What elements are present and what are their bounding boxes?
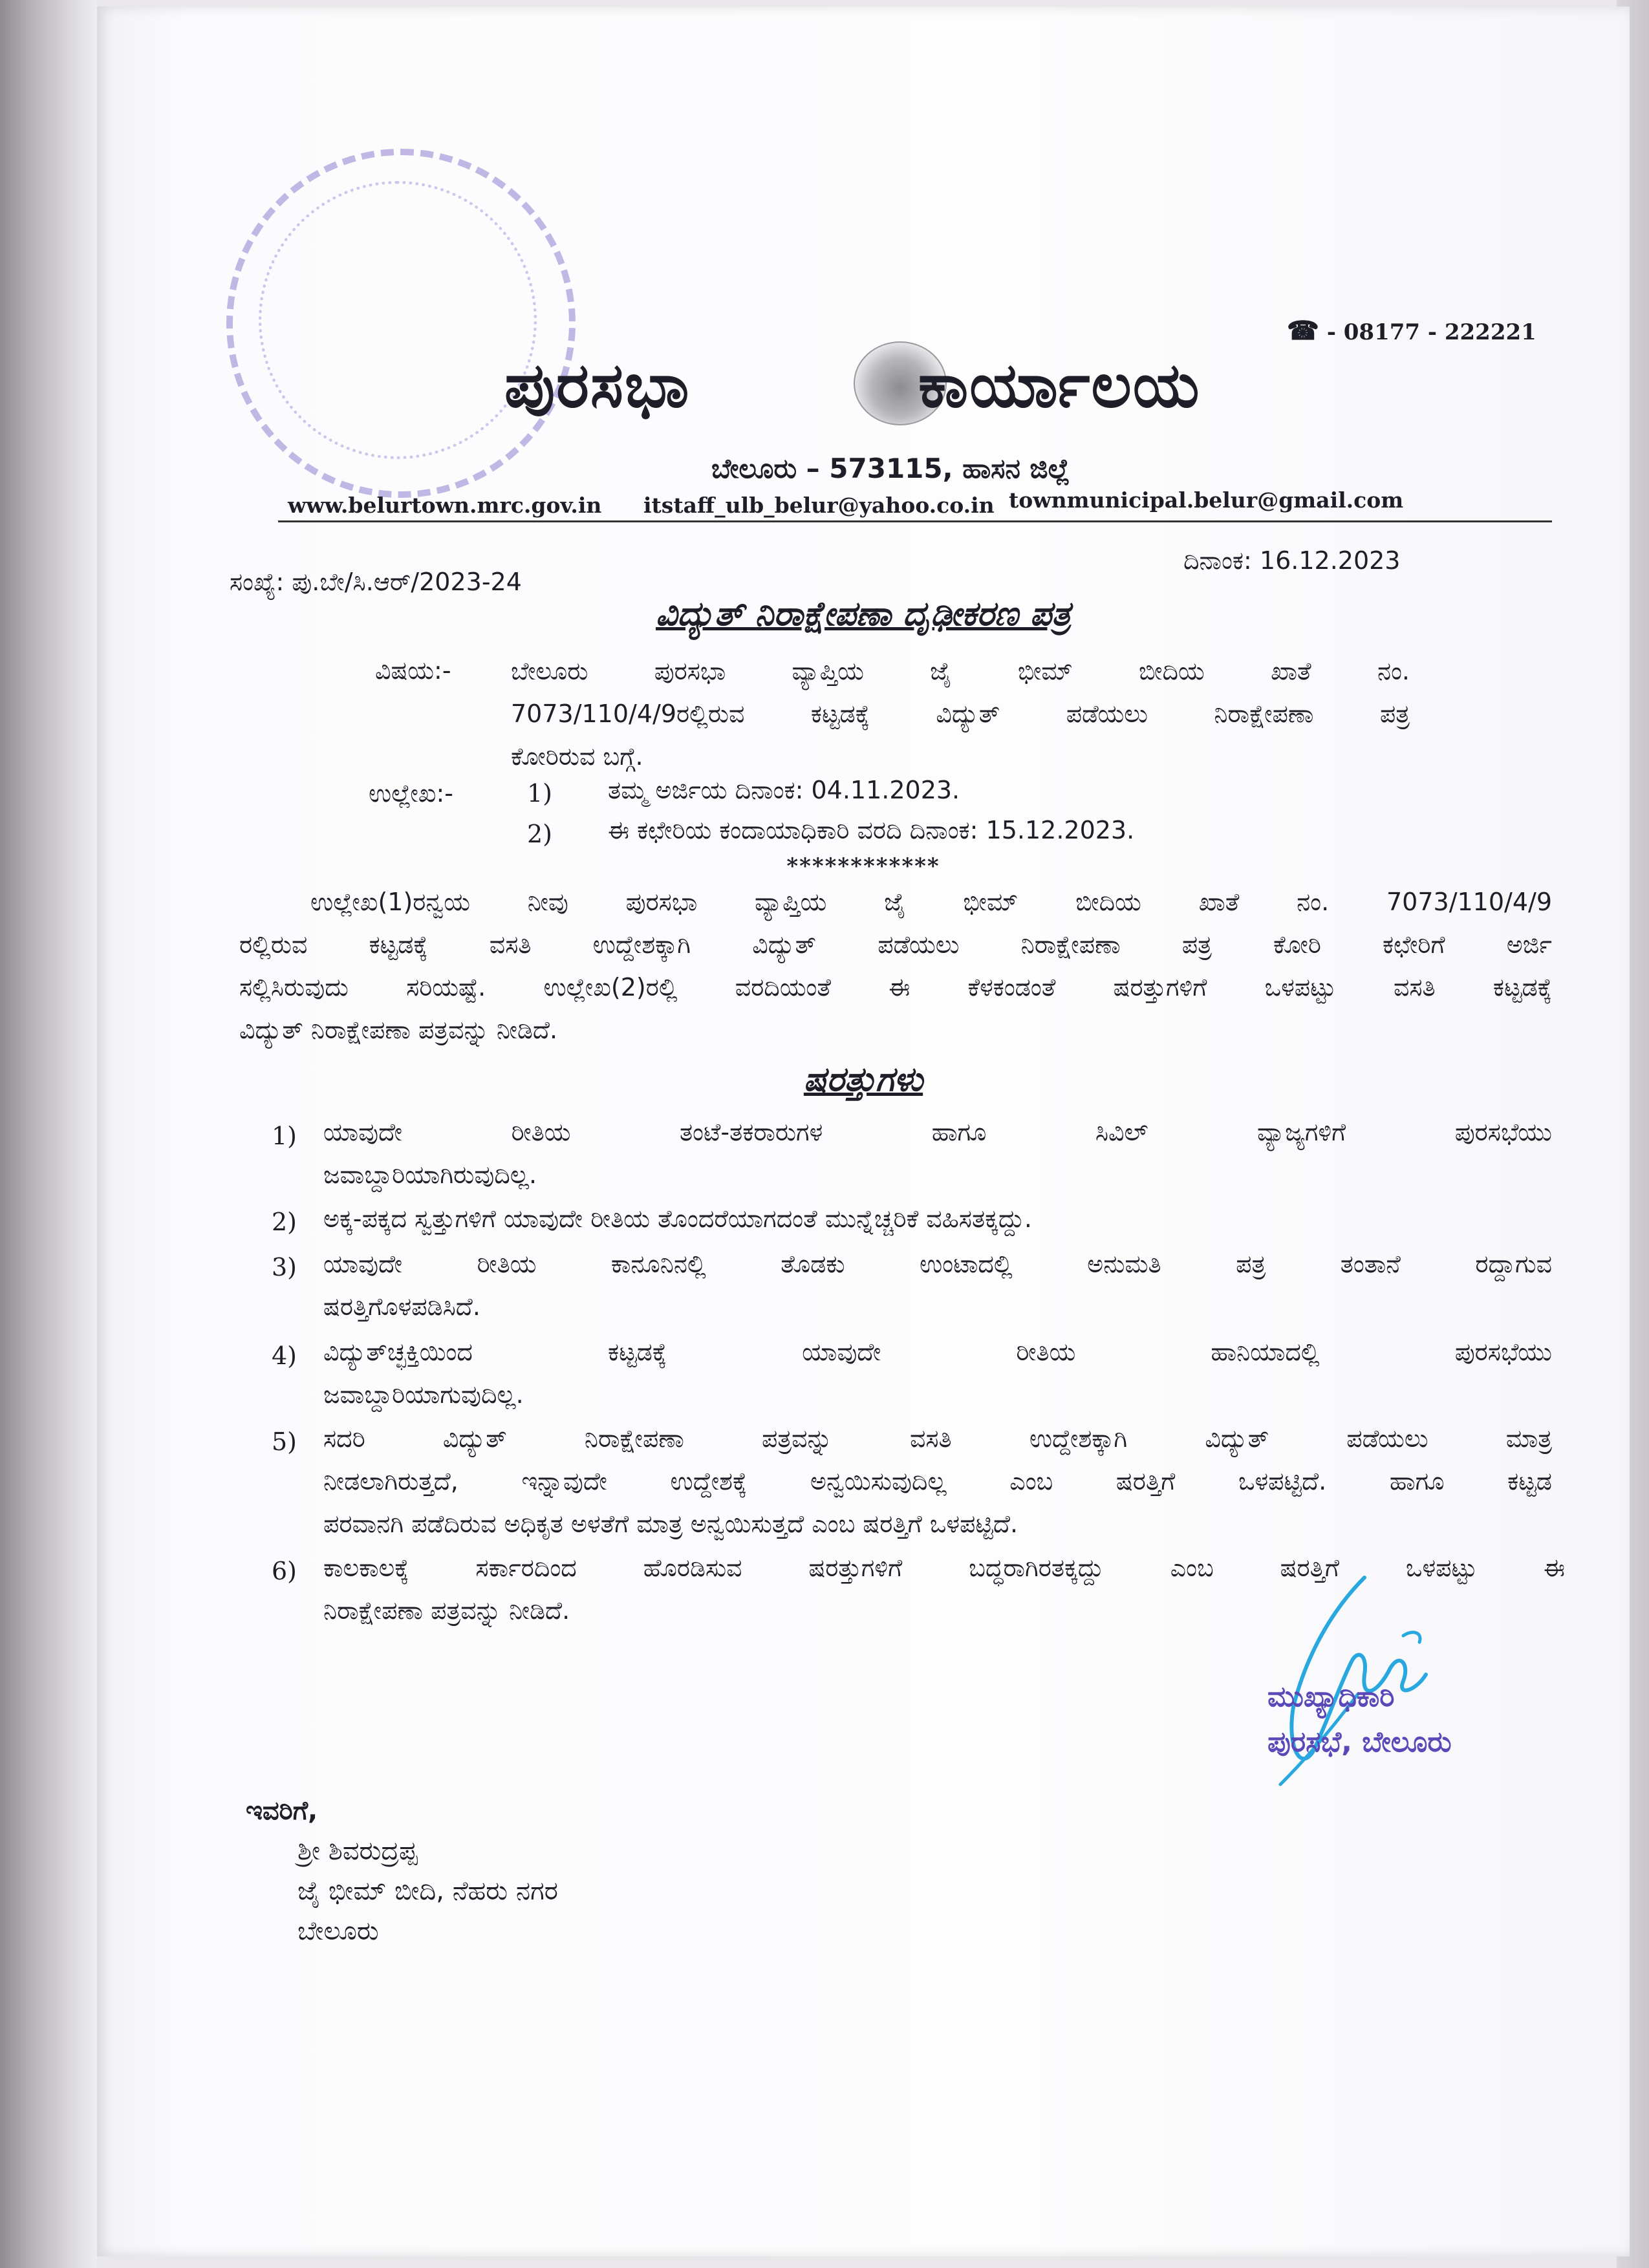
- recipient-address-line: ಜೈ ಭೀಮ್ ಬೀದಿ, ನೆಹರು ನಗರ: [297, 1876, 558, 1906]
- condition-number: 5): [272, 1428, 297, 1456]
- body-line-2: ರಲ್ಲಿರುವ ಕಟ್ಟಡಕ್ಕೆ ವಸತಿ ಉದ್ದೇಶಕ್ಕಾಗಿ ವಿದ್ಯುತ್ ಪಡೆಯಲು ನಿರಾಕ್ಷೇಪಣಾ ಪತ್ರ ಕೋರಿ ಕಛೇರಿಗೆ ಅರ್ಜಿ: [239, 930, 1552, 959]
- office-seal-stamp: [226, 149, 576, 498]
- condition-text: ವಿದ್ಯುತ್‌ಚ್ಛಕ್ತಿಯಿಂದ ಕಟ್ಟಡಕ್ಕೆ ಯಾವುದೇ ರೀತಿಯ ಹಾನಿಯಾದಲ್ಲಿ ಪುರಸಭೆಯು: [323, 1338, 1552, 1366]
- book-binding-shadow: [0, 0, 97, 2268]
- condition-text: ಪರವಾನಗಿ ಪಡೆದಿರುವ ಅಧಿಕೃತ ಅಳತೆಗೆ ಮಾತ್ರ ಅನ್ವಯಿಸುತ್ತದೆ ಎಂಬ ಷರತ್ತಿಗೆ ಒಳಪಟ್ಟಿದೆ.: [323, 1510, 1018, 1538]
- office-title-left: ಪುರಸಭಾ: [504, 349, 691, 422]
- condition-text: ಕಾಲಕಾಲಕ್ಕೆ ಸರ್ಕಾರದಿಂದ ಹೊರಡಿಸುವ ಷರತ್ತುಗಳಿಗೆ ಬದ್ಧರಾಗಿರತಕ್ಕದ್ದು ಎಂಬ ಷರತ್ತಿಗೆ ಒಳಪಟ್ಟು ಈ: [323, 1554, 1565, 1582]
- condition-text: ಯಾವುದೇ ರೀತಿಯ ತಂಟೆ-ತಕರಾರುಗಳ ಹಾಗೂ ಸಿವಿಲ್ ವ್ಯಾಜ್ಯಗಳಿಗೆ ಪುರಸಭೆಯು: [323, 1118, 1552, 1146]
- condition-text: ಷರತ್ತಿಗೊಳಪಡಿಸಿದೆ.: [323, 1292, 480, 1321]
- reference-label: ಉಲ್ಲೇಖ:-: [369, 779, 453, 808]
- body-line-4: ವಿದ್ಯುತ್ ನಿರಾಕ್ಷೇಪಣಾ ಪತ್ರವನ್ನು ನೀಡಿದೆ.: [239, 1016, 558, 1044]
- condition-number: 3): [272, 1253, 297, 1281]
- website-link[interactable]: www.belurtown.mrc.gov.in: [288, 493, 602, 518]
- condition-text: ಜವಾಬ್ದಾರಿಯಾಗುವುದಿಲ್ಲ.: [323, 1380, 524, 1409]
- condition-number: 4): [272, 1342, 297, 1370]
- condition-number: 1): [272, 1122, 297, 1150]
- separator-stars: ************: [786, 853, 940, 879]
- conditions-title: ಷರತ್ತುಗಳು: [803, 1060, 923, 1099]
- header-divider: [278, 520, 1552, 522]
- signatory-office: ಪುರಸಭೆ, ಬೇಲೂರು: [1267, 1726, 1452, 1759]
- document-title: ವಿದ್ಯುತ್ ನಿರಾಕ್ಷೇಪಣಾ ದೃಢೀಕರಣ ಪತ್ರ: [656, 595, 1071, 634]
- body-line-1: ಉಲ್ಲೇಖ(1)ರನ್ವಯ ನೀವು ಪುರಸಭಾ ವ್ಯಾಪ್ತಿಯ ಜೈ ಭೀಮ್ ಬೀದಿಯ ಖಾತೆ ನಂ. 7073/110/4/9: [310, 888, 1552, 916]
- reference-number: ಸಂಖ್ಯೆ: ಪು.ಬೇ/ಸಿ.ಆರ್/2023-24: [230, 568, 522, 596]
- email-link-2[interactable]: townmunicipal.belur@gmail.com: [1009, 487, 1404, 513]
- office-title-right: ಕಾರ್ಯಾಲಯ: [918, 349, 1201, 422]
- subject-line-3: ಕೋರಿರುವ ಬಗ್ಗೆ.: [511, 742, 643, 771]
- recipient-block: [246, 1791, 558, 1951]
- condition-text: ಯಾವುದೇ ರೀತಿಯ ಕಾನೂನಿನಲ್ಲಿ ತೊಡಕು ಉಂಟಾದಲ್ಲಿ ಅನುಮತಿ ಪತ್ರ ತಂತಾನೆ ರದ್ದಾಗುವ: [323, 1250, 1552, 1278]
- telephone-icon: ☎: [1287, 316, 1319, 346]
- reference-item: ತಮ್ಮ ಅರ್ಜಿಯ ದಿನಾಂಕ: 04.11.2023.: [608, 776, 960, 804]
- recipient-salutation: ಇವರಿಗೆ,: [246, 1796, 318, 1826]
- recipient-address-line: ಬೇಲೂರು: [297, 1916, 379, 1946]
- reference-item-number: 2): [527, 820, 553, 848]
- email-link-1[interactable]: itstaff_ulb_belur@yahoo.co.in: [643, 493, 995, 518]
- subject-line-2: 7073/110/4/9ರಲ್ಲಿರುವ ಕಟ್ಟಡಕ್ಕೆ ವಿದ್ಯುತ್ ಪಡೆಯಲು ನಿರಾಕ್ಷೇಪಣಾ ಪತ್ರ: [511, 700, 1410, 728]
- condition-number: 6): [272, 1557, 297, 1585]
- subject-label: ವಿಷಯ:-: [375, 656, 451, 685]
- condition-text: ಸದರಿ ವಿದ್ಯುತ್ ನಿರಾಕ್ಷೇಪಣಾ ಪತ್ರವನ್ನು ವಸತಿ ಉದ್ದೇಶಕ್ಕಾಗಿ ವಿದ್ಯುತ್ ಪಡೆಯಲು ಮಾತ್ರ: [323, 1424, 1552, 1453]
- letter-date: ದಿನಾಂಕ: 16.12.2023: [1183, 546, 1401, 575]
- subject-line-1: ಬೇಲೂರು ಪುರಸಭಾ ವ್ಯಾಪ್ತಿಯ ಜೈ ಭೀಮ್ ಬೀದಿಯ ಖಾತೆ ನಂ.: [511, 657, 1410, 685]
- condition-text: ನಿರಾಕ್ಷೇಪಣಾ ಪತ್ರವನ್ನು ನೀಡಿದೆ.: [323, 1596, 570, 1625]
- letter-page: [97, 6, 1630, 2256]
- body-line-3: ಸಲ್ಲಿಸಿರುವುದು ಸರಿಯಷ್ಟೆ. ಉಲ್ಲೇಖ(2)ರಲ್ಲಿ ವರದಿಯಂತೆ ಈ ಕೆಳಕಂಡಂತೆ ಷರತ್ತುಗಳಿಗೆ ಒಳಪಟ್ಟು ವಸತಿ ಕಟ್ಟಡಕ್ಕೆ: [239, 973, 1552, 1001]
- reference-item-number: 1): [527, 779, 553, 808]
- reference-item: ಈ ಕಛೇರಿಯ ಕಂದಾಯಾಧಿಕಾರಿ ವರದಿ ದಿನಾಂಕ: 15.12.2023.: [608, 816, 1135, 844]
- condition-text: ಅಕ್ಕ-ಪಕ್ಕದ ಸ್ವತ್ತುಗಳಿಗೆ ಯಾವುದೇ ರೀತಿಯ ತೊಂದರೆಯಾಗದಂತೆ ಮುನ್ನೆಚ್ಚರಿಕೆ ವಹಿಸತಕ್ಕದ್ದು.: [323, 1204, 1032, 1233]
- condition-number: 2): [272, 1208, 297, 1236]
- signatory-designation: ಮುಖ್ಯಾಧಿಕಾರಿ: [1267, 1680, 1395, 1713]
- recipient-name: ಶ್ರೀ ಶಿವರುದ್ರಪ್ಪ: [297, 1836, 418, 1866]
- signatory-stamp: [1267, 1674, 1452, 1765]
- office-address: ಬೇಲೂರು – 573115, ಹಾಸನ ಜಿಲ್ಲೆ: [711, 453, 1070, 484]
- condition-text: ಜವಾಬ್ದಾರಿಯಾಗಿರುವುದಿಲ್ಲ.: [323, 1161, 537, 1189]
- phone-number: ☎ - 08177 - 222221: [1287, 316, 1536, 346]
- condition-text: ನೀಡಲಾಗಿರುತ್ತದೆ, ಇನ್ನಾವುದೇ ಉದ್ದೇಶಕ್ಕೆ ಅನ್ವಯಿಸುವುದಿಲ್ಲ ಎಂಬ ಷರತ್ತಿಗೆ ಒಳಪಟ್ಟಿದೆ. ಹಾಗೂ ಕಟ್ಟಡ: [323, 1467, 1552, 1495]
